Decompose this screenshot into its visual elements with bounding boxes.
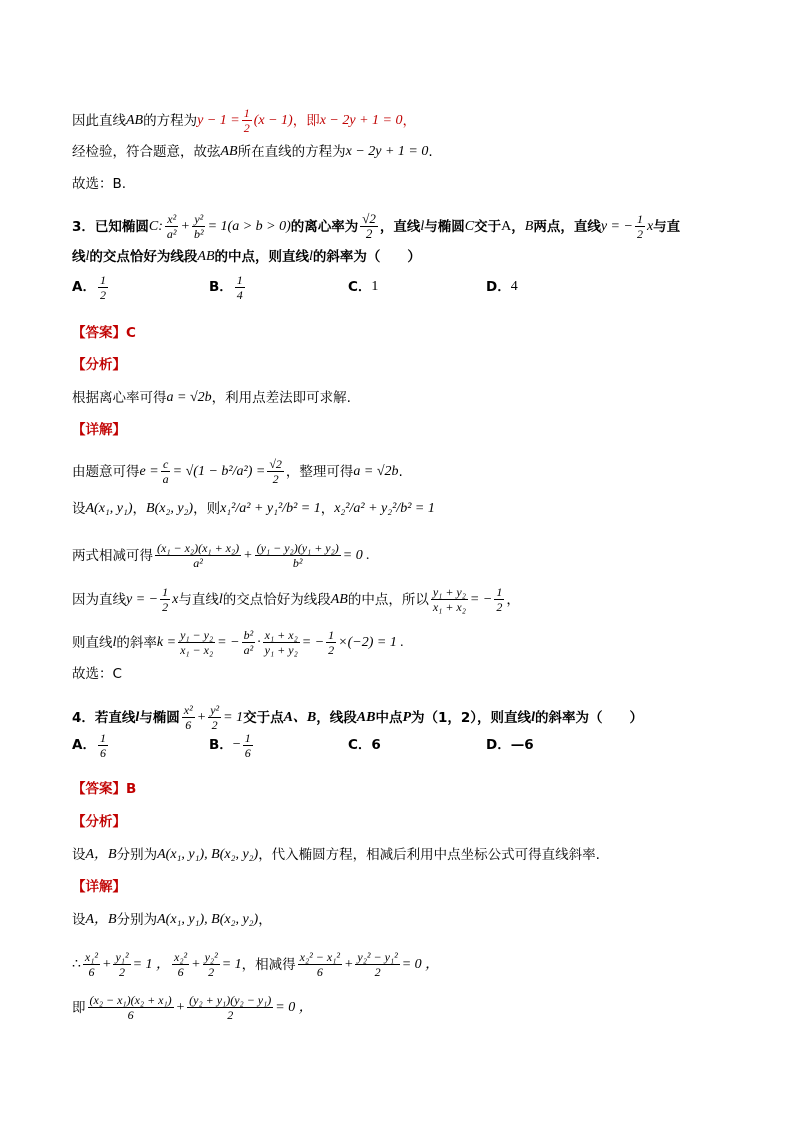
text: 线 <box>72 249 86 265</box>
fraction <box>267 457 284 486</box>
math-eq: y − 1 = <box>197 112 240 128</box>
numerator: y₁ − y₂ <box>180 628 214 642</box>
math-ab: A、B <box>283 709 317 725</box>
numerator: c <box>163 457 169 471</box>
denominator: a² <box>166 227 177 241</box>
numerator: (y₂ + y₁)(y₂ − y₁) <box>189 993 272 1007</box>
text: 与椭圆 <box>424 218 465 235</box>
text: 的离心率为 <box>290 218 359 235</box>
q4-stem: 4． 若直线 l 与椭圆 $\frac{\text{x²}}{6}$ + $\frac{\text{y²}}{2}$ = 1 交于点 A、B ，线段 AB 中点 P 为（1，2），则直线 l 的斜率为（ ） <box>72 703 643 732</box>
option-label: C． <box>348 279 372 295</box>
denominator: 6 <box>316 965 323 979</box>
text: 的中点，所以 <box>347 591 429 608</box>
text: . <box>428 144 433 160</box>
math-ab: AB <box>197 249 215 264</box>
math-l: l <box>135 709 140 725</box>
math: = − <box>217 634 240 650</box>
denominator: 2 <box>496 600 503 614</box>
fraction <box>208 703 221 732</box>
numerator: x₂² <box>174 950 188 964</box>
fraction <box>360 212 378 241</box>
numerator: x² <box>167 212 177 226</box>
numerator: y₁ + y₂ <box>432 585 466 599</box>
fraction <box>165 212 179 241</box>
text: ，即 <box>292 112 320 129</box>
option-label: A． <box>72 279 96 295</box>
text: ， <box>506 591 520 608</box>
text: 已知椭圆 <box>94 218 149 235</box>
denominator: 2 <box>208 965 215 979</box>
denominator: 2 <box>243 121 250 135</box>
q3-analysis-tag <box>72 355 724 375</box>
numerator: y² <box>194 212 204 226</box>
fraction <box>263 628 300 657</box>
numerator: 1 <box>244 730 251 745</box>
text: . <box>398 463 403 480</box>
denominator: 2 <box>211 718 218 732</box>
option-a[interactable] <box>72 273 110 302</box>
q4-detail-line2: ∴ $\frac{\text{x₁²}}{6}$ + $\frac{\text{y₁²}}{2}$ = 1 ， $\frac{\text{x₂²}}{6}$ + $\frac{\text{y₂²}}{2}$ = 1 ，相减得 $\frac{\text{x₂² − x₁²}}{6}$ + $\frac{\text{y₂² − y₁²}}{2}$ = 0 ， <box>72 950 440 979</box>
option-value: 6 <box>371 737 381 753</box>
option-value: —6 <box>510 737 534 753</box>
numerator: √2 <box>362 211 376 226</box>
math-c: C <box>464 218 475 234</box>
math-eq: a = √2b <box>353 463 399 479</box>
q3-detail-line5: 则直线 l 的斜率 k = $\frac{\text{y₁ − y₂}}{\text{x₁ − x₂}}$ = − $\frac{\text{b²}}{\text{a²}}$ · $\frac{\text{x₁ + x₂}}{\text{y₁ + y₂}}$ = − $\frac{1}{2}$ ×(−2) = 1 . <box>72 628 404 657</box>
numerator: 1 <box>636 212 643 226</box>
text: 的中点，则直线 <box>214 249 309 265</box>
question-number: 3． <box>72 218 95 235</box>
denominator: 4 <box>236 287 243 302</box>
numerator: 1 <box>99 272 106 287</box>
denominator: 2 <box>328 643 335 657</box>
fraction <box>326 628 336 657</box>
fraction <box>98 273 108 302</box>
text: ， <box>132 501 147 517</box>
q3-answer <box>72 323 724 343</box>
math-ab: AB <box>330 591 348 607</box>
fraction <box>178 628 215 657</box>
text: 设 <box>72 912 86 928</box>
denominator: 2 <box>374 965 381 979</box>
math: ×(−2) = 1 . <box>338 634 404 650</box>
numerator: √2 <box>269 457 282 471</box>
solution-line-verify <box>72 142 724 162</box>
math: A(x₁, y₁), B(x₂, y₂) <box>157 847 259 862</box>
math-ab: AB <box>356 709 376 725</box>
fraction <box>203 950 220 979</box>
math-a: A <box>501 218 512 234</box>
text: ，整理可得 <box>285 463 354 480</box>
text: ， <box>402 112 416 129</box>
q3-detail-line4 <box>72 585 724 614</box>
numerator: (y₁ − y₂)(y₁ + y₂) <box>256 541 339 555</box>
minus-sign: − <box>232 737 241 752</box>
denominator: x₁ − x₂ <box>180 643 214 657</box>
numerator: 1 <box>496 585 503 599</box>
fraction <box>242 628 256 657</box>
text: 分别为 <box>116 912 158 928</box>
option-c[interactable] <box>348 735 381 755</box>
option-value: 1 <box>371 279 379 294</box>
detail-tag: 【详解】 <box>72 422 126 438</box>
denominator: y₁ + y₂ <box>264 643 298 657</box>
text: 故选：B. <box>72 176 127 192</box>
option-d[interactable] <box>486 735 534 755</box>
denominator: 2 <box>272 472 279 486</box>
numerator: y₂² − y₁² <box>357 950 398 964</box>
q3-stem-line1 <box>72 212 724 241</box>
numerator: x₁² <box>84 950 99 964</box>
answer-tag: 【答案】 <box>72 325 126 341</box>
option-d[interactable] <box>486 277 518 297</box>
solution-line-ab-equation <box>72 106 724 135</box>
q3-choice <box>72 664 724 684</box>
denominator: 6 <box>177 965 184 979</box>
denominator: a² <box>193 556 203 570</box>
option-label: D． <box>486 279 511 295</box>
fraction <box>255 541 341 570</box>
numerator: 1 <box>243 106 250 120</box>
text: ，线段 <box>316 709 357 726</box>
math-eq: (x − 1) <box>253 112 293 128</box>
math-eq: a = √2b <box>166 390 212 405</box>
text: 设 <box>72 847 86 863</box>
text: 由题意可得 <box>72 463 140 480</box>
denominator: a <box>162 472 169 486</box>
numerator: b² <box>243 628 254 642</box>
text: ，则 <box>193 501 221 517</box>
math: = 1 <box>223 709 244 725</box>
therefore-symbol: ∴ <box>72 956 81 972</box>
text: 因此直线 <box>72 112 126 129</box>
math-l: l <box>309 249 313 264</box>
math-x: x <box>646 218 654 234</box>
option-label: B． <box>209 737 233 753</box>
text: 的交点恰好为线段 <box>222 591 331 608</box>
text: 交于点 <box>243 709 284 726</box>
math: y = − <box>600 218 633 234</box>
denominator: 2 <box>227 1008 234 1022</box>
analysis-tag: 【分析】 <box>72 357 126 373</box>
math-ab: AB <box>220 144 238 159</box>
math: = 0 ， <box>275 999 313 1015</box>
math: + <box>180 218 190 234</box>
fraction <box>88 993 174 1022</box>
math-eq: x − 2y + 1 = 0 <box>319 112 403 128</box>
q3-stem-line2 <box>72 247 724 267</box>
numerator: 1 <box>99 730 106 745</box>
text: 分别为 <box>116 847 158 863</box>
answer-tag: 【答案】 <box>72 781 126 797</box>
math-p: P <box>402 709 412 725</box>
text: 若直线 <box>94 709 136 726</box>
denominator: b² <box>292 556 303 570</box>
option-c[interactable] <box>348 277 378 297</box>
text: 与直 <box>653 218 681 235</box>
fraction <box>431 585 468 614</box>
denominator: 2 <box>365 226 373 241</box>
denominator: 2 <box>636 227 643 241</box>
denominator: 2 <box>99 287 106 302</box>
math: = √(1 − b²/a²) = <box>172 463 266 479</box>
fraction <box>160 585 170 614</box>
text: 的斜率为（ ） <box>312 249 421 265</box>
math: k = <box>156 634 177 650</box>
numerator: x₂² − x₁² <box>299 950 340 964</box>
math-l: l <box>218 591 223 607</box>
fraction <box>494 585 504 614</box>
detail-tag: 【详解】 <box>72 879 126 895</box>
fraction <box>172 950 189 979</box>
numerator: x₁ + x₂ <box>264 628 298 642</box>
text: 所在直线的方程为 <box>237 144 346 160</box>
fraction <box>187 993 273 1022</box>
denominator: a² <box>243 643 254 657</box>
fraction <box>355 950 399 979</box>
text: 因为直线 <box>72 591 126 608</box>
text: ，代入椭圆方程，相减后利用中点坐标公式可得直线斜率. <box>258 847 600 863</box>
denominator: b² <box>193 227 204 241</box>
fraction <box>155 541 241 570</box>
math-l: l <box>531 709 535 725</box>
q4-detail-line3: 即 $\frac{\text{(x₂ − x₁)(x₂ + x₁)}}{6}$ + $\frac{\text{(y₂ + y₁)(y₂ − y₁)}}{2}$ = 0 ， <box>72 993 313 1022</box>
text: 与椭圆 <box>139 709 180 726</box>
answer-value: B <box>126 781 137 797</box>
numerator: y² <box>210 703 220 717</box>
q3-detail-line3: 两式相减可得 $\frac{\text{(x₁ − x₂)(x₁ + x₂)}}{\text{a²}}$ + $\frac{\text{(y₁ − y₂)(y₁ + y₂)}}{\text{b²}}$ = 0 . <box>72 541 370 570</box>
math: = 0 ， <box>401 956 440 972</box>
text: 即 <box>72 999 86 1016</box>
text: ，直线 <box>379 218 421 235</box>
math: = − <box>301 634 325 650</box>
numerator: (x₂ − x₁)(x₂ + x₁) <box>89 993 172 1007</box>
text: 根据离心率可得 <box>72 390 167 406</box>
text: 两式相减可得 <box>72 547 153 564</box>
math: = 1 <box>221 956 242 972</box>
fraction <box>298 950 342 979</box>
option-b[interactable] <box>209 731 255 760</box>
math: x₁²/a² + y₁²/b² = 1 <box>220 501 321 516</box>
numerator: y₂² <box>204 950 218 964</box>
option-label: C． <box>348 737 372 753</box>
math: A，B <box>85 912 117 927</box>
q4-analysis <box>72 845 724 865</box>
text: ，利用点差法即可求解. <box>211 390 351 406</box>
fraction <box>161 457 171 486</box>
math: e = <box>139 463 159 479</box>
denominator: 6 <box>244 745 251 760</box>
math: = 1(a > b > 0) <box>207 218 291 234</box>
numerator: (x₁ − x₂)(x₁ + x₂) <box>157 541 240 555</box>
q4-analysis-tag <box>72 812 724 832</box>
text: 则直线 <box>72 634 113 651</box>
math-l: l <box>112 634 117 650</box>
denominator: 6 <box>185 718 192 732</box>
denominator: 6 <box>88 965 95 979</box>
math-c: C <box>148 218 159 234</box>
fraction <box>243 731 253 760</box>
fraction-half <box>242 106 252 135</box>
math: A(x₁, y₁), B(x₂, y₂) <box>157 912 259 927</box>
q3-analysis <box>72 388 724 408</box>
math: : <box>158 218 163 234</box>
math: = 0 . <box>342 547 370 563</box>
fraction <box>98 731 108 760</box>
denominator: x₁ + x₂ <box>432 600 466 614</box>
denominator: 2 <box>119 965 126 979</box>
math: y = − <box>126 591 159 607</box>
math-l: l <box>85 249 90 264</box>
math: A(x₁, y₁) <box>85 501 133 516</box>
answer-value: C <box>126 325 136 341</box>
q3-detail-line2 <box>72 499 724 519</box>
math: x₂²/a² + y₂²/b² = 1 <box>334 501 435 516</box>
q4-detail-line1 <box>72 910 724 930</box>
text: ， <box>511 218 525 235</box>
text: 的交点恰好为线段 <box>89 249 198 265</box>
q3-detail-tag <box>72 420 724 440</box>
math-ab: AB <box>126 112 144 128</box>
text: ，相减得 <box>241 956 296 973</box>
fraction <box>192 212 206 241</box>
q4-answer <box>72 779 724 799</box>
option-label: A． <box>72 737 96 753</box>
text: 两点，直线 <box>533 218 601 235</box>
numerator: y₁² <box>115 950 129 964</box>
option-label: D． <box>486 737 511 753</box>
math-b: B <box>524 218 534 234</box>
math: B(x₂, y₂) <box>146 501 194 516</box>
text: ， <box>320 501 335 517</box>
text: 中点 <box>375 709 403 726</box>
fraction <box>182 703 195 732</box>
option-value: 4 <box>510 279 518 294</box>
text: 经检验，符合题意，故弦 <box>72 144 221 160</box>
text: ， <box>258 912 272 928</box>
math: A，B <box>85 847 117 862</box>
denominator: 6 <box>127 1008 134 1022</box>
text: 设 <box>72 501 86 517</box>
option-label: B． <box>209 279 233 295</box>
numerator: 1 <box>162 585 169 599</box>
math: = 1 ， <box>132 956 171 972</box>
text: 的斜率为（ ） <box>534 709 643 726</box>
text: 交于 <box>474 218 502 235</box>
denominator: 2 <box>162 600 169 614</box>
math-x: x <box>172 591 179 607</box>
text: 的斜率 <box>116 634 157 651</box>
choice-line <box>72 174 724 194</box>
option-a[interactable] <box>72 731 110 760</box>
text: 为（1，2），则直线 <box>411 709 532 726</box>
numerator: x² <box>183 703 193 717</box>
fraction <box>635 212 645 241</box>
text: 与直线 <box>178 591 219 608</box>
math: = − <box>469 591 493 607</box>
numerator: 1 <box>236 272 243 287</box>
analysis-tag: 【分析】 <box>72 814 126 830</box>
math-eq: x − 2y + 1 = 0 <box>345 144 429 159</box>
fraction <box>113 950 130 979</box>
denominator: 6 <box>99 745 106 760</box>
text: 的方程为 <box>143 112 198 129</box>
fraction <box>83 950 100 979</box>
text: 故选：C <box>72 666 122 682</box>
numerator: 1 <box>328 628 335 642</box>
option-b[interactable] <box>209 273 247 302</box>
fraction <box>235 273 245 302</box>
question-number: 4． <box>72 709 95 726</box>
math-l: l <box>420 218 425 234</box>
q3-detail-line1 <box>72 457 724 486</box>
q4-detail-tag <box>72 877 724 897</box>
